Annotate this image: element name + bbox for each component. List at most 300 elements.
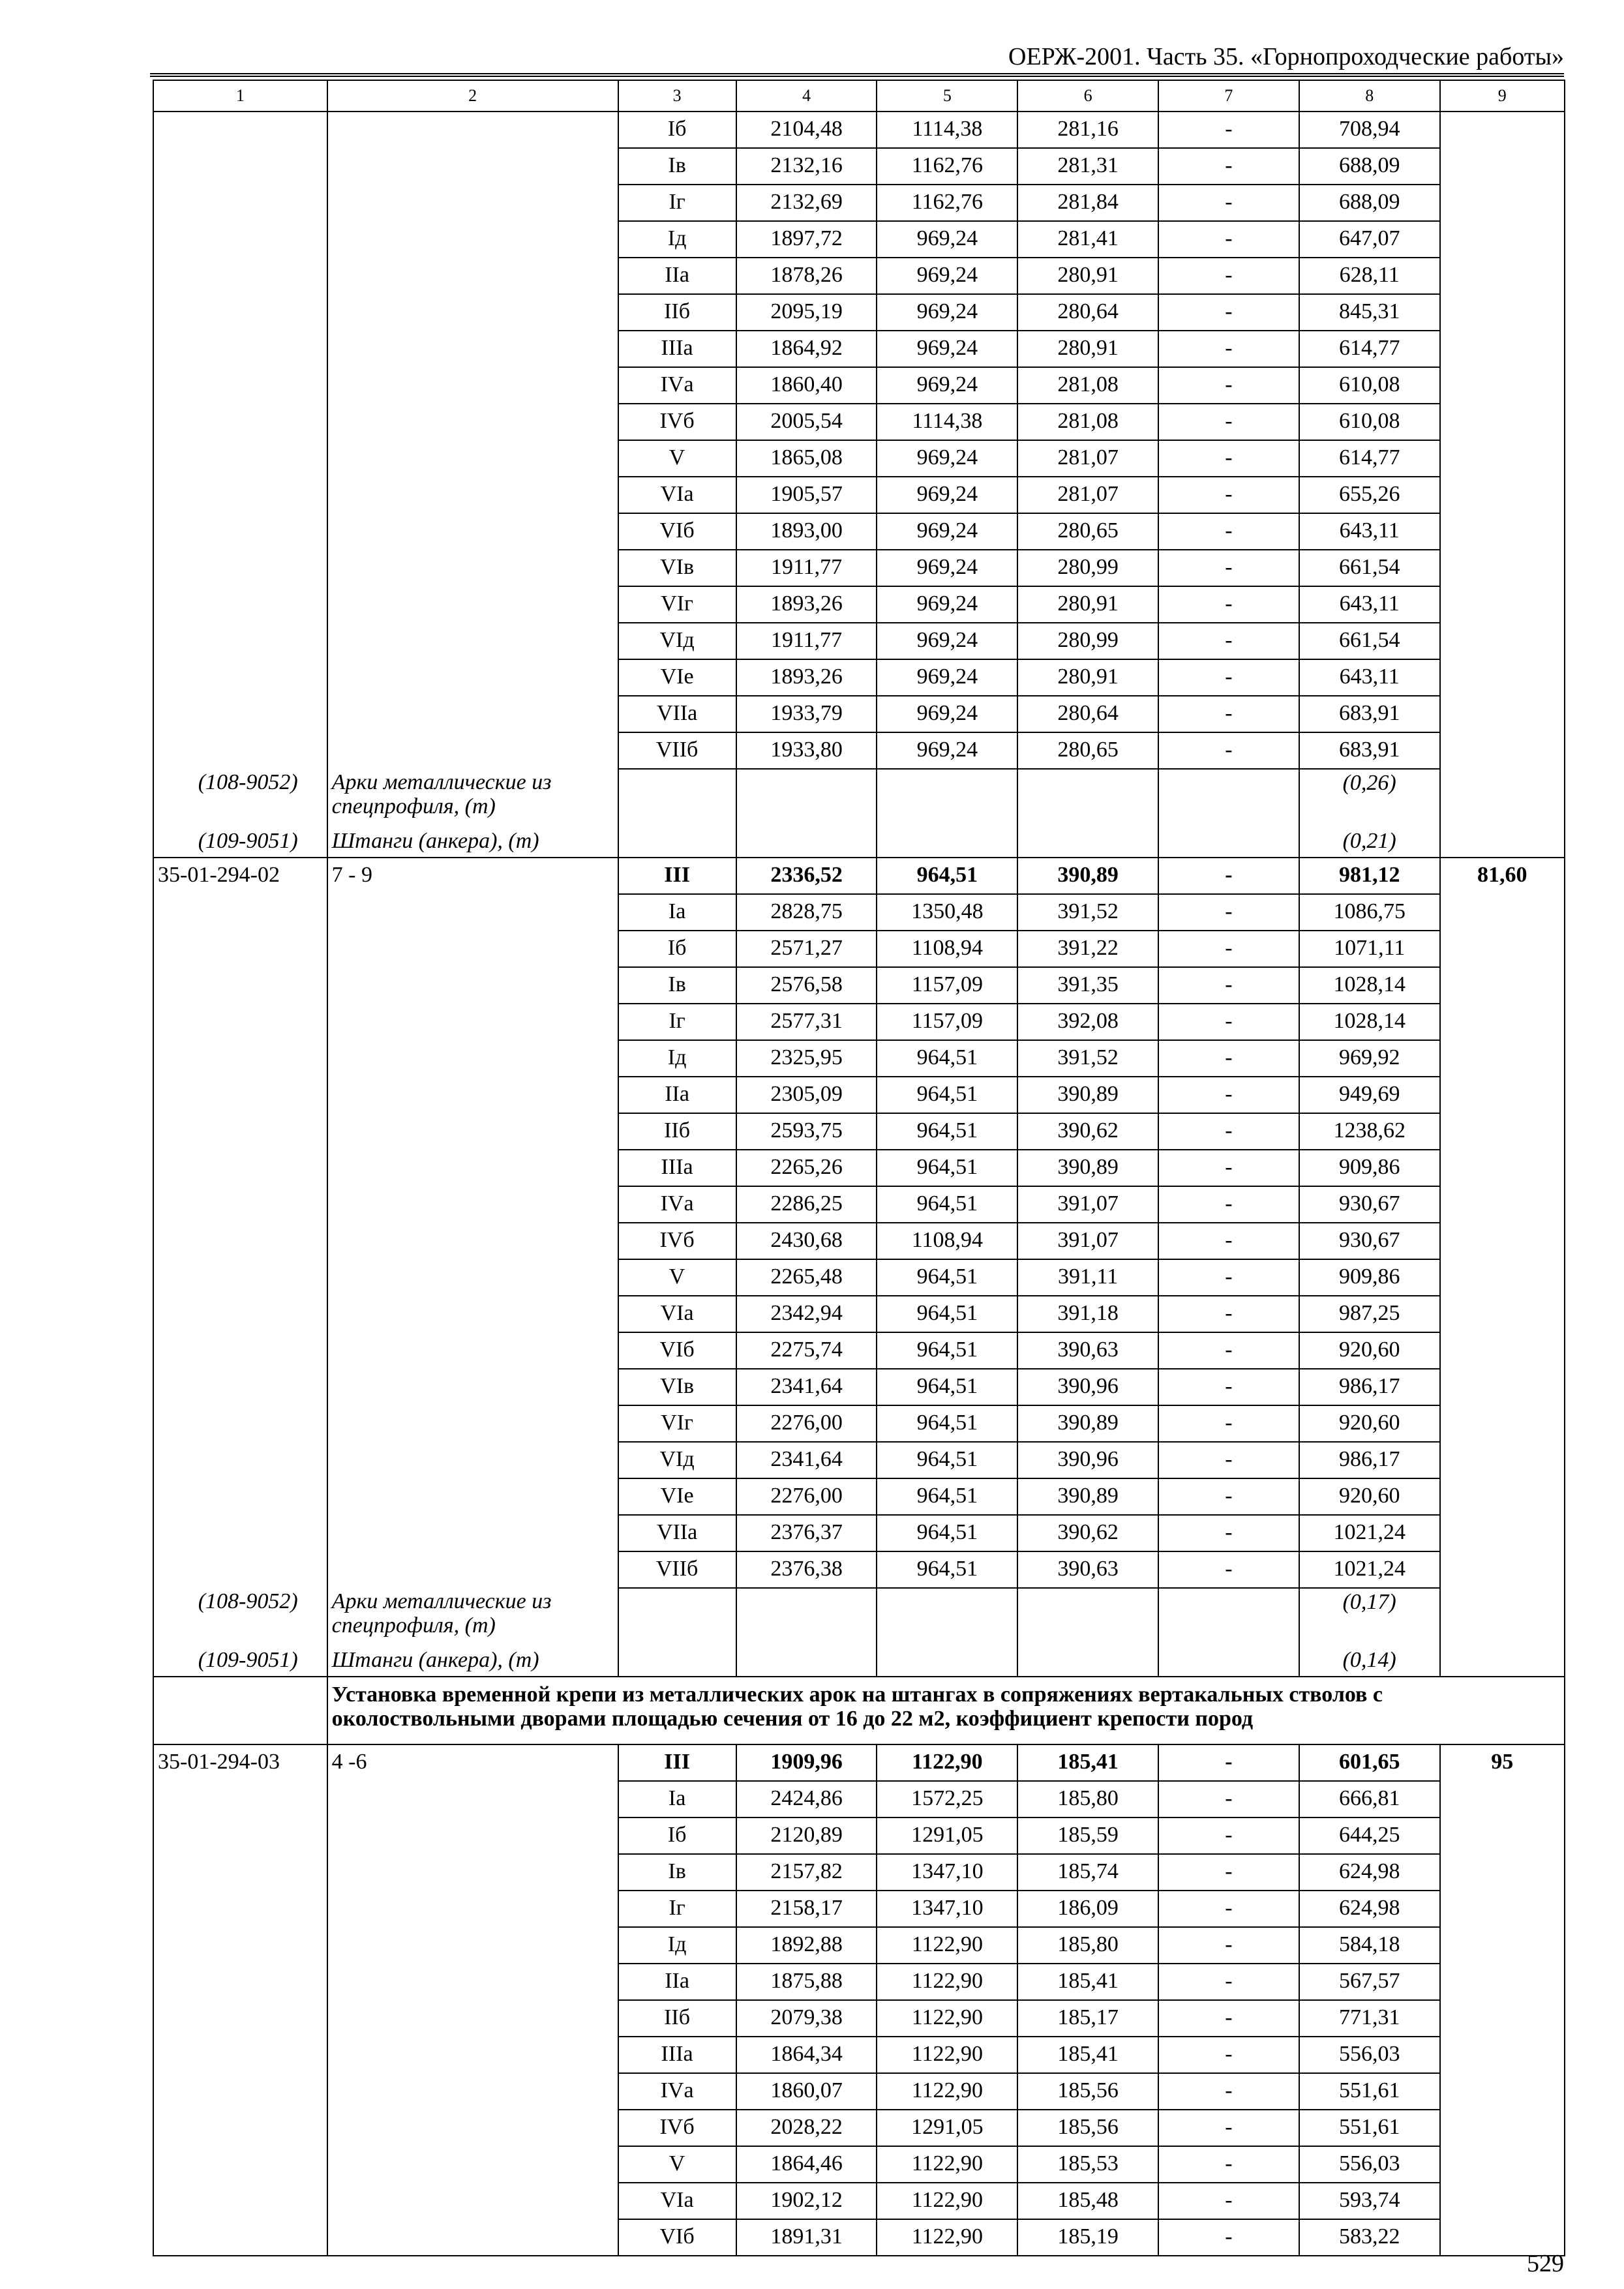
table-cell [1440,1515,1565,1551]
total-cost: 2120,89 [736,1818,877,1854]
table-row [153,1854,1565,1891]
machine-cost: 280,99 [1017,623,1158,659]
table-cell [327,586,618,623]
table-cell [877,1647,1017,1677]
region-class: VIа [618,477,736,513]
table-row [153,1551,1565,1588]
table-cell [1440,696,1565,732]
machinist-wage: - [1158,185,1299,221]
machine-cost: 391,22 [1017,931,1158,967]
machinist-wage: - [1158,1478,1299,1515]
table-row [153,2183,1565,2219]
material-cost: 981,12 [1299,858,1440,894]
machinist-wage: - [1158,659,1299,696]
wage-cost: 964,51 [877,1515,1017,1551]
wage-cost: 964,51 [877,1296,1017,1332]
machine-cost: 392,08 [1017,1004,1158,1040]
table-cell [153,894,327,931]
material-cost: 601,65 [1299,1744,1440,1781]
table-cell [153,1781,327,1818]
material-cost: 771,31 [1299,2000,1440,2037]
region-class: VIIа [618,696,736,732]
machinist-wage: - [1158,967,1299,1004]
table-cell [153,2146,327,2183]
machine-cost: 391,07 [1017,1186,1158,1223]
section-title: Установка временной крепи из металлических арок на штангах в сопряжениях вертакальных стволов с околоствольными дворами площадью сечения от 16 до 22 м2, коэффициент крепости пород [327,1677,1565,1744]
total-cost: 2132,69 [736,185,877,221]
table-cell [618,828,736,858]
resource-code: (109-9051) [153,1647,327,1677]
norm-code: 35-01-294-03 [153,1744,327,1781]
total-cost: 1875,88 [736,1964,877,2000]
machine-cost: 390,96 [1017,1442,1158,1478]
region-class: Iв [618,1854,736,1891]
material-cost: 661,54 [1299,550,1440,586]
material-cost: 683,91 [1299,696,1440,732]
machine-cost: 391,18 [1017,1296,1158,1332]
wage-cost: 1291,05 [877,1818,1017,1854]
region-class: VIв [618,1369,736,1405]
table-cell [327,2110,618,2146]
table-cell [327,550,618,586]
table-cell [1440,1113,1565,1150]
total-cost: 2104,48 [736,112,877,148]
machinist-wage: - [1158,2110,1299,2146]
table-cell [153,1077,327,1113]
material-cost: 643,11 [1299,513,1440,550]
table-cell [736,828,877,858]
table-cell [1158,828,1299,858]
table-cell [327,367,618,404]
machinist-wage: - [1158,1369,1299,1405]
wage-cost: 1157,09 [877,1004,1017,1040]
table-cell [877,828,1017,858]
wage-cost: 1347,10 [877,1854,1017,1891]
machine-cost: 390,89 [1017,1077,1158,1113]
table-cell [1440,2146,1565,2183]
table-row [153,732,1565,769]
table-row [153,258,1565,294]
table-row [153,2146,1565,2183]
resource-name: Штанги (анкера), (т) [327,828,618,858]
region-class: VIг [618,586,736,623]
table-row [153,404,1565,440]
total-cost: 2424,86 [736,1781,877,1818]
material-cost: 551,61 [1299,2073,1440,2110]
table-cell [1440,148,1565,185]
table-cell [1440,1478,1565,1515]
region-class: IVа [618,1186,736,1223]
table-cell [327,2037,618,2073]
total-cost: 1864,92 [736,331,877,367]
region-class: VIIб [618,732,736,769]
table-cell [1440,1040,1565,1077]
machinist-wage: - [1158,513,1299,550]
material-cost: 551,61 [1299,2110,1440,2146]
table-cell [327,1296,618,1332]
machinist-wage: - [1158,294,1299,331]
material-cost: 556,03 [1299,2146,1440,2183]
material-cost: 683,91 [1299,732,1440,769]
machinist-wage: - [1158,623,1299,659]
table-cell [1440,2110,1565,2146]
table-cell [1440,367,1565,404]
total-cost: 2158,17 [736,1891,877,1927]
machine-cost: 281,31 [1017,148,1158,185]
material-cost: 666,81 [1299,1781,1440,1818]
region-class: VIб [618,2219,736,2256]
machinist-wage: - [1158,112,1299,148]
resource-row [153,769,1565,828]
table-cell [153,185,327,221]
material-cost: 610,08 [1299,404,1440,440]
machinist-wage: - [1158,1515,1299,1551]
resource-name: Арки металлические из спецпрофиля, (т) [327,1588,618,1647]
table-row [153,1150,1565,1186]
machine-cost: 280,91 [1017,331,1158,367]
wage-cost: 969,24 [877,696,1017,732]
material-cost: 628,11 [1299,258,1440,294]
wage-cost: 969,24 [877,550,1017,586]
table-cell [327,1891,618,1927]
table-cell [1440,659,1565,696]
table-cell [1440,1223,1565,1259]
column-number: 1 [153,80,327,112]
material-cost: 644,25 [1299,1818,1440,1854]
wage-cost: 964,51 [877,1150,1017,1186]
table-row [153,1296,1565,1332]
table-row [153,1781,1565,1818]
table-row [153,185,1565,221]
table-row [153,294,1565,331]
table-cell [153,404,327,440]
table-cell [1440,477,1565,513]
table-cell [153,1186,327,1223]
table-cell [327,2000,618,2037]
resource-name: Штанги (анкера), (т) [327,1647,618,1677]
wage-cost: 964,51 [877,1332,1017,1369]
column-number-row [153,80,1565,112]
table-cell [327,1781,618,1818]
wage-cost: 964,51 [877,1113,1017,1150]
region-class: Iа [618,894,736,931]
material-cost: 688,09 [1299,185,1440,221]
wage-cost: 969,24 [877,367,1017,404]
column-number: 4 [736,80,877,112]
total-cost: 1860,40 [736,367,877,404]
table-cell [153,1150,327,1186]
table-row [153,1077,1565,1113]
norms-table [153,80,1565,2256]
machinist-wage: - [1158,1818,1299,1854]
table-cell [153,1442,327,1478]
total-cost: 2157,82 [736,1854,877,1891]
table-cell [153,1369,327,1405]
machinist-wage: - [1158,1927,1299,1964]
table-row [153,586,1565,623]
machinist-wage: - [1158,1964,1299,2000]
region-class: III [618,858,736,894]
table-cell [327,2219,618,2256]
labor-cost: 81,60 [1440,858,1565,894]
machine-cost: 391,52 [1017,894,1158,931]
table-cell [327,659,618,696]
norm-parameter: 7 - 9 [327,858,618,894]
table-cell [1440,1004,1565,1040]
material-cost: 930,67 [1299,1223,1440,1259]
machine-cost: 281,07 [1017,477,1158,513]
total-cost: 1902,12 [736,2183,877,2219]
table-row [153,1332,1565,1369]
table-cell [153,1259,327,1296]
machinist-wage: - [1158,894,1299,931]
total-cost: 1892,88 [736,1927,877,1964]
region-class: VIв [618,550,736,586]
total-cost: 1909,96 [736,1744,877,1781]
region-class: Iб [618,112,736,148]
machine-cost: 185,41 [1017,1744,1158,1781]
machinist-wage: - [1158,586,1299,623]
material-cost: 655,26 [1299,477,1440,513]
table-cell [1440,623,1565,659]
machine-cost: 280,64 [1017,696,1158,732]
table-cell [1440,1296,1565,1332]
table-cell [327,258,618,294]
wage-cost: 964,51 [877,1551,1017,1588]
region-class: V [618,2146,736,2183]
table-cell [1017,1647,1158,1677]
machinist-wage: - [1158,1186,1299,1223]
resource-quantity: (0,21) [1299,828,1440,858]
material-cost: 909,86 [1299,1150,1440,1186]
table-cell [153,440,327,477]
machinist-wage: - [1158,2183,1299,2219]
table-cell [1158,769,1299,828]
machinist-wage: - [1158,221,1299,258]
machinist-wage: - [1158,1040,1299,1077]
table-row [153,1818,1565,1854]
table-cell [327,1927,618,1964]
total-cost: 2376,38 [736,1551,877,1588]
resource-row [153,828,1565,858]
table-cell [1440,404,1565,440]
table-cell [327,1113,618,1150]
machine-cost: 185,59 [1017,1818,1158,1854]
resource-row [153,1588,1565,1647]
machinist-wage: - [1158,367,1299,404]
machinist-wage: - [1158,258,1299,294]
table-row [153,1515,1565,1551]
machinist-wage: - [1158,148,1299,185]
table-cell [1440,1647,1565,1677]
material-cost: 583,22 [1299,2219,1440,2256]
section-title-row [153,1677,1565,1744]
table-row [153,1259,1565,1296]
table-cell [327,148,618,185]
material-cost: 920,60 [1299,1478,1440,1515]
wage-cost: 964,51 [877,1259,1017,1296]
table-cell [153,931,327,967]
total-cost: 2028,22 [736,2110,877,2146]
wage-cost: 1108,94 [877,931,1017,967]
machinist-wage: - [1158,550,1299,586]
table-row [153,1964,1565,2000]
table-cell [327,1004,618,1040]
table-row [153,550,1565,586]
material-cost: 986,17 [1299,1369,1440,1405]
wage-cost: 969,24 [877,732,1017,769]
table-cell [153,1551,327,1588]
total-cost: 1911,77 [736,623,877,659]
wage-cost: 1122,90 [877,2000,1017,2037]
machinist-wage: - [1158,858,1299,894]
table-cell [327,732,618,769]
table-cell [153,659,327,696]
table-cell [877,1588,1017,1647]
table-cell [327,1854,618,1891]
table-cell [327,1551,618,1588]
wage-cost: 969,24 [877,331,1017,367]
region-class: Iг [618,1004,736,1040]
table-cell [1440,2183,1565,2219]
machine-cost: 390,96 [1017,1369,1158,1405]
wage-cost: 964,51 [877,1077,1017,1113]
total-cost: 2265,26 [736,1150,877,1186]
page-number: 529 [1527,2250,1564,2277]
region-class: Iб [618,931,736,967]
machine-cost: 185,80 [1017,1927,1158,1964]
wage-cost: 1162,76 [877,148,1017,185]
material-cost: 567,57 [1299,1964,1440,2000]
region-class: Iа [618,1781,736,1818]
material-cost: 986,17 [1299,1442,1440,1478]
machine-cost: 185,53 [1017,2146,1158,2183]
machine-cost: 281,08 [1017,367,1158,404]
table-cell [1440,550,1565,586]
table-cell [327,1478,618,1515]
wage-cost: 969,24 [877,513,1017,550]
table-cell [1440,112,1565,148]
machine-cost: 281,16 [1017,112,1158,148]
material-cost: 647,07 [1299,221,1440,258]
wage-cost: 1122,90 [877,2219,1017,2256]
wage-cost: 964,51 [877,1442,1017,1478]
total-cost: 2430,68 [736,1223,877,1259]
wage-cost: 969,24 [877,258,1017,294]
table-cell [618,1588,736,1647]
table-cell [327,440,618,477]
machine-cost: 186,09 [1017,1891,1158,1927]
table-cell [153,586,327,623]
table-cell [1440,1964,1565,2000]
region-class: Iд [618,1927,736,1964]
table-cell [327,1818,618,1854]
table-row [153,1442,1565,1478]
table-cell [1440,1332,1565,1369]
table-cell [327,1186,618,1223]
table-cell [153,1405,327,1442]
total-cost: 2286,25 [736,1186,877,1223]
material-cost: 593,74 [1299,2183,1440,2219]
resource-quantity: (0,14) [1299,1647,1440,1677]
table-cell [327,1150,618,1186]
region-class: V [618,1259,736,1296]
machinist-wage: - [1158,440,1299,477]
table-cell [1440,769,1565,828]
table-cell [153,513,327,550]
region-class: VIа [618,2183,736,2219]
table-cell [153,1004,327,1040]
table-cell [153,1296,327,1332]
table-row [153,931,1565,967]
machinist-wage: - [1158,1744,1299,1781]
machine-cost: 281,84 [1017,185,1158,221]
machine-cost: 280,65 [1017,513,1158,550]
region-class: Iд [618,221,736,258]
table-cell [327,2146,618,2183]
table-row [153,1927,1565,1964]
total-cost: 2265,48 [736,1259,877,1296]
table-cell [153,1040,327,1077]
machine-cost: 185,48 [1017,2183,1158,2219]
table-cell [327,1442,618,1478]
table-row [153,2073,1565,2110]
machine-cost: 185,56 [1017,2073,1158,2110]
machinist-wage: - [1158,1854,1299,1891]
table-cell [153,1223,327,1259]
wage-cost: 1122,90 [877,2073,1017,2110]
total-cost: 1933,79 [736,696,877,732]
material-cost: 845,31 [1299,294,1440,331]
column-number: 6 [1017,80,1158,112]
column-number: 3 [618,80,736,112]
table-cell [1440,1150,1565,1186]
total-cost: 1897,72 [736,221,877,258]
machine-cost: 185,74 [1017,1854,1158,1891]
column-number: 8 [1299,80,1440,112]
table-cell [153,2037,327,2073]
table-cell [1440,1854,1565,1891]
region-class: Iв [618,967,736,1004]
machinist-wage: - [1158,931,1299,967]
table-row [153,112,1565,148]
table-cell [153,294,327,331]
table-cell [153,1854,327,1891]
table-cell [327,1040,618,1077]
machine-cost: 185,56 [1017,2110,1158,2146]
table-cell [327,294,618,331]
wage-cost: 1122,90 [877,2183,1017,2219]
material-cost: 643,11 [1299,659,1440,696]
region-class: Iб [618,1818,736,1854]
table-row [153,1744,1565,1781]
table-cell [1440,1442,1565,1478]
machinist-wage: - [1158,1296,1299,1332]
machinist-wage: - [1158,696,1299,732]
resource-code: (109-9051) [153,828,327,858]
table-cell [1440,1369,1565,1405]
table-cell [153,623,327,659]
table-cell [327,696,618,732]
column-number: 7 [1158,80,1299,112]
norm-code: 35-01-294-02 [153,858,327,894]
table-cell [153,331,327,367]
region-class: IVа [618,367,736,404]
total-cost: 1893,00 [736,513,877,550]
table-cell [1440,1891,1565,1927]
table-cell [153,1927,327,1964]
resource-quantity: (0,26) [1299,769,1440,828]
